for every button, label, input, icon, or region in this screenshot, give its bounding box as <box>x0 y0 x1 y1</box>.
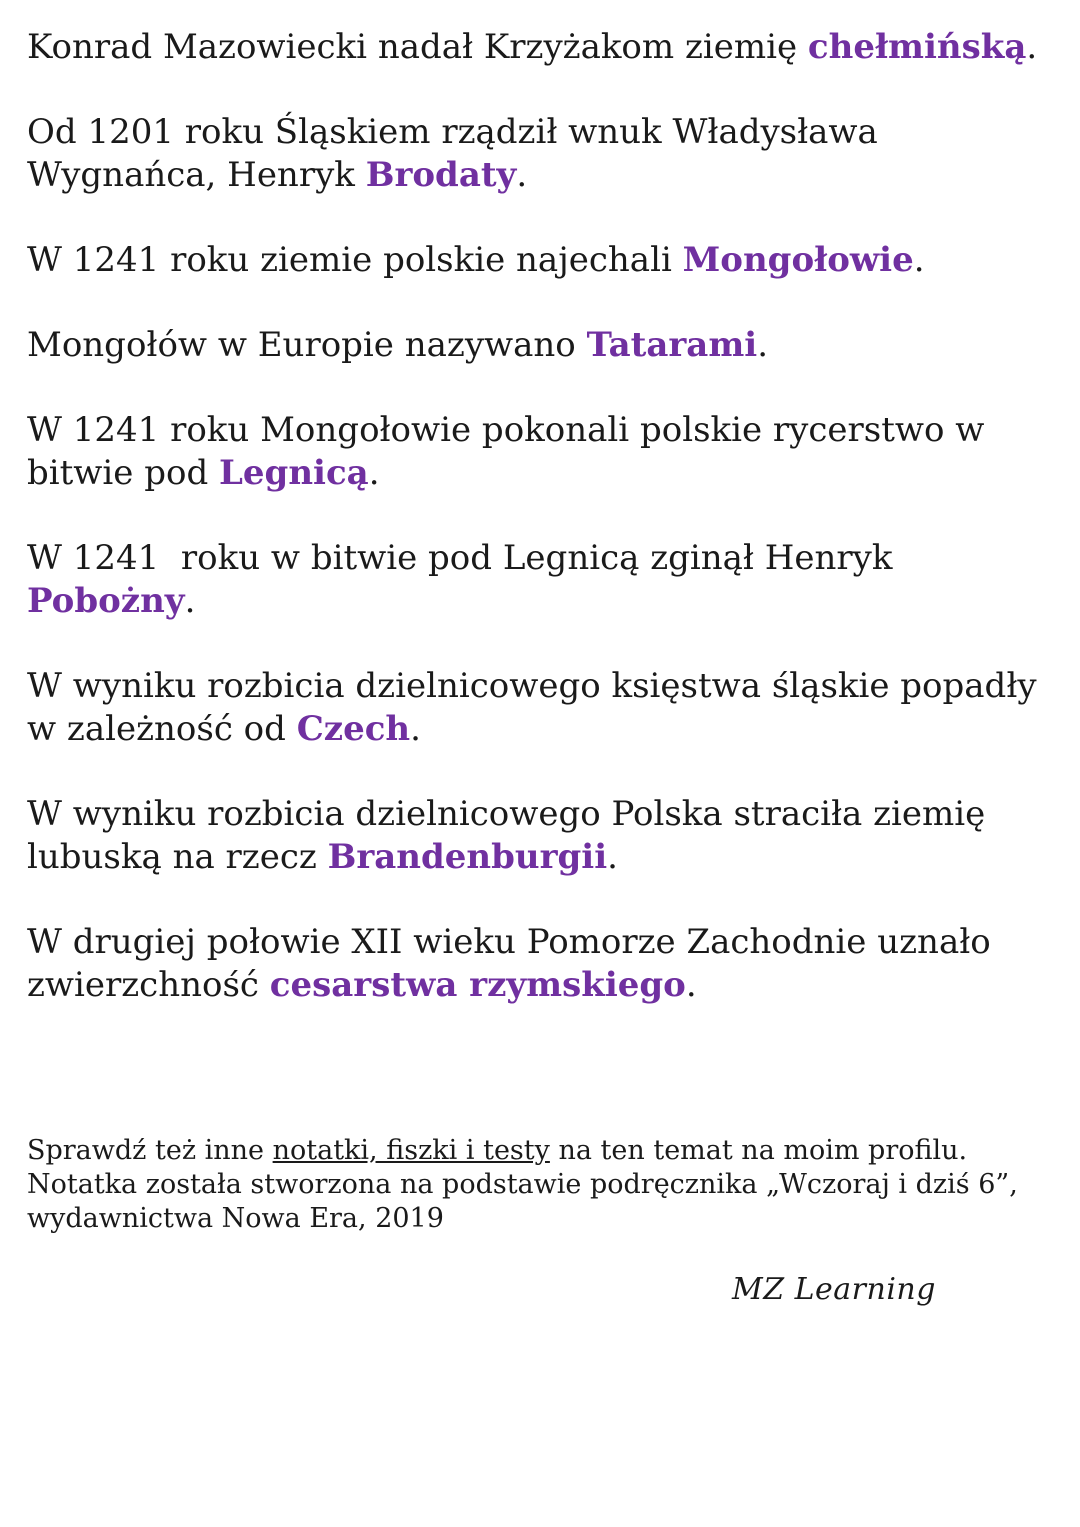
note-paragraph-1 <box>27 26 1057 69</box>
author-signature: MZ Learning <box>732 1272 936 1307</box>
note-paragraph-7 <box>27 665 1057 751</box>
note-punctuation: . <box>685 965 697 1005</box>
note-text: W wyniku rozbicia dzielnicowego Polska straciła ziemię lubuską na rzecz <box>27 794 986 877</box>
profile-link[interactable]: notatki, fiszki i testy <box>272 1135 550 1166</box>
note-highlight: Mongołowie <box>682 240 914 280</box>
note-punctuation: . <box>607 837 618 877</box>
note-punctuation: . <box>410 709 421 749</box>
footer-line-2: Notatka została stworzona na podstawie podręcznika „Wczoraj i dziś 6”, wydawnictwa Nowa Era, 2019 <box>27 1169 1018 1234</box>
note-punctuation: . <box>516 155 528 195</box>
note-paragraph-4 <box>27 324 1057 367</box>
notes-content <box>27 26 1057 1049</box>
note-highlight: Brodaty <box>365 155 517 195</box>
note-highlight: Pobożny <box>27 581 185 621</box>
note-text: W drugiej połowie XII wieku Pomorze Zachodnie uznało zwierzchność <box>27 922 991 1005</box>
note-highlight: cesarstwa rzymskiego <box>269 965 686 1005</box>
note-paragraph-5 <box>27 409 1057 495</box>
note-punctuation: . <box>1026 27 1038 67</box>
note-punctuation: . <box>184 581 196 621</box>
note-paragraph-3 <box>27 239 1057 282</box>
note-highlight: chełmińską <box>807 27 1027 67</box>
note-text: W 1241 roku Mongołowie pokonali polskie rycerstwo w bitwie pod <box>27 410 985 493</box>
footer-note <box>27 1134 1057 1236</box>
note-text: Mongołów w Europie nazywano <box>27 325 587 365</box>
note-highlight: Legnicą <box>219 453 369 493</box>
footer-text: na ten temat na moim profilu. <box>549 1135 968 1166</box>
note-paragraph-9 <box>27 921 1057 1007</box>
note-text: W 1241 roku w bitwie pod Legnicą zginął Henryk <box>27 538 904 578</box>
note-text: Od 1201 roku Śląskiem rządził wnuk Władysława Wygnańca, Henryk <box>27 112 878 195</box>
note-highlight: Tatarami <box>586 325 758 365</box>
note-punctuation: . <box>913 240 925 280</box>
note-text: W 1241 roku ziemie polskie najechali <box>27 240 683 280</box>
note-highlight: Brandenburgii <box>327 837 608 877</box>
note-text: Konrad Mazowiecki nadał Krzyżakom ziemię <box>27 27 808 67</box>
note-paragraph-6 <box>27 537 1057 623</box>
note-paragraph-8 <box>27 793 1057 879</box>
note-punctuation: . <box>368 453 380 493</box>
note-highlight: Czech <box>296 709 411 749</box>
note-text: W wyniku rozbicia dzielnicowego księstwa śląskie popadły w zależność od <box>27 666 1037 749</box>
note-paragraph-2 <box>27 111 1057 197</box>
note-punctuation: . <box>757 325 769 365</box>
footer-line-1 <box>27 1134 1057 1168</box>
footer-text: Sprawdź też inne <box>27 1135 273 1166</box>
